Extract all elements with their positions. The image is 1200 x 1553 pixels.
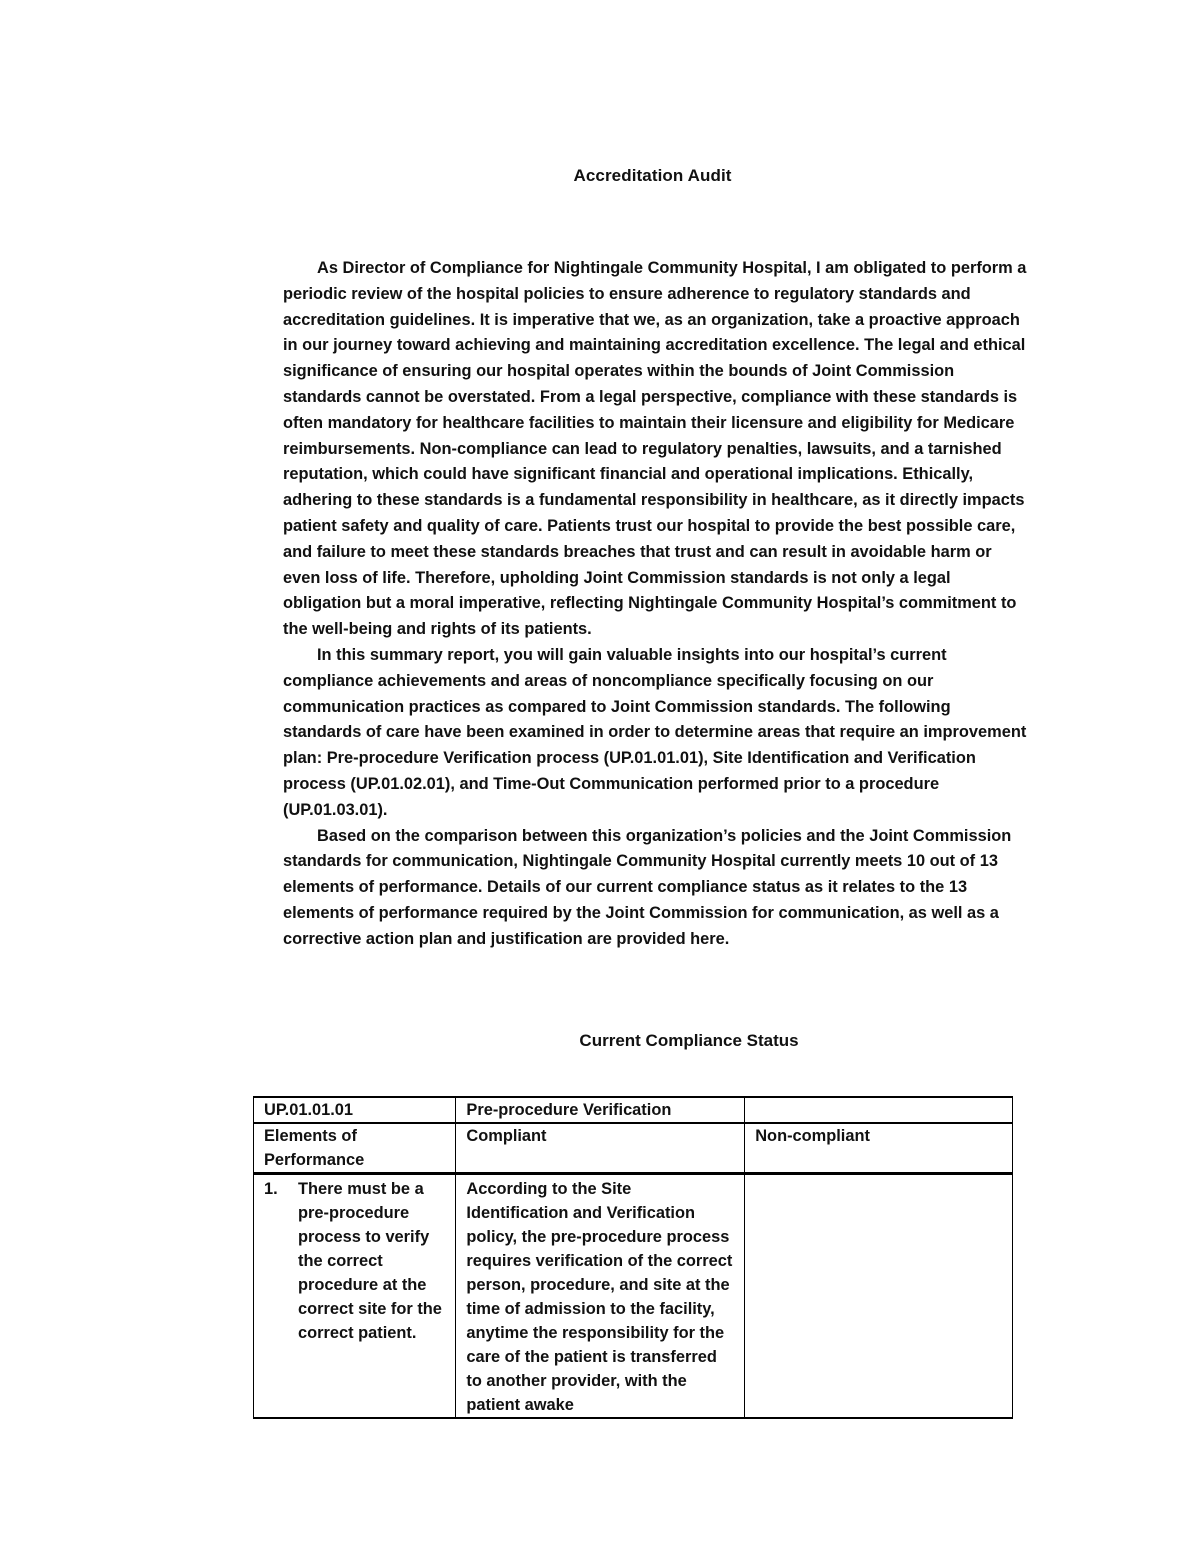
noncompliant-header-cell: Non-compliant	[745, 1123, 1013, 1174]
element-text: There must be a pre-procedure process to verify the correct procedure at the correct site for the correct patient.	[298, 1180, 442, 1342]
section-title: Current Compliance Status	[579, 1031, 799, 1050]
paragraph-summary: In this summary report, you will gain valuable insights into our hospital’s current compliance achievements and areas of noncompliance specifically focusing on our communication practices as compared to Joint Commission standards. The following standards of care have been examined in order to determine areas that require an improvement plan: Pre-procedure Verification process (UP.01.01.01), Site Identification and Verification process (UP.01.02.01), and Time-Out Communication performed prior to a procedure (UP.01.03.01).	[283, 645, 1027, 819]
paragraph-comparison: Based on the comparison between this organization’s policies and the Joint Commission standards for communication, Nightingale Community Hospital currently meets 10 out of 13 elements of performance. Details of our current compliance status as it relates to the 13 elements of performance required by the Joint Commission for communication, as well as a corrective action plan and justification are provided here.	[283, 826, 1012, 948]
element-cell	[254, 1174, 456, 1419]
document-title: Accreditation Audit	[573, 166, 732, 185]
compliance-table	[253, 1096, 1013, 1419]
standard-name-cell: Pre-procedure Verification	[456, 1097, 745, 1123]
standard-code-cell: UP.01.01.01	[254, 1097, 456, 1123]
paragraph-intro: As Director of Compliance for Nightingale Community Hospital, I am obligated to perform a periodic review of the hospital policies to ensure adherence to regulatory standards and accreditation guidelines. It is imperative that we, as an organization, take a proactive approach in our journey toward achieving and maintaining accreditation excellence. The legal and ethical significance of ensuring our hospital operates within the bounds of Joint Commission standards cannot be overstated. From a legal perspective, compliance with these standards is often mandatory for healthcare facilities to maintain their licensure and eligibility for Medicare reimbursements. Non-compliance can lead to regulatory penalties, lawsuits, and a tarnished reputation, which could have significant financial and operational implications. Ethically, adhering to these standards is a fundamental responsibility in healthcare, as it directly impacts patient safety and quality of care. Patients trust our hospital to provide the best possible care, and failure to meet these standards breaches that trust and can result in avoidable harm or even loss of life. Therefore, upholding Joint Commission standards is not only a legal obligation but a moral imperative, reflecting Nightingale Community Hospital’s commitment to the well-being and rights of its patients.	[283, 259, 1027, 639]
document-body	[283, 256, 1028, 953]
table-row	[254, 1174, 1013, 1419]
table-header-row	[254, 1097, 1013, 1123]
noncompliant-cell	[745, 1174, 1013, 1419]
header-blank-cell	[745, 1097, 1013, 1123]
compliant-header-cell: Compliant	[456, 1123, 745, 1174]
elements-header-cell: Elements of Performance	[254, 1123, 456, 1174]
table-subheader-row	[254, 1123, 1013, 1174]
compliant-cell: According to the Site Identification and Verification policy, the pre-procedure process requires verification of the correct person, procedure, and site at the time of admission to the facility, anytime the responsibility for the care of the patient is transferred to another provider, with the patient awake	[456, 1174, 745, 1419]
element-number: 1.	[264, 1180, 278, 1198]
